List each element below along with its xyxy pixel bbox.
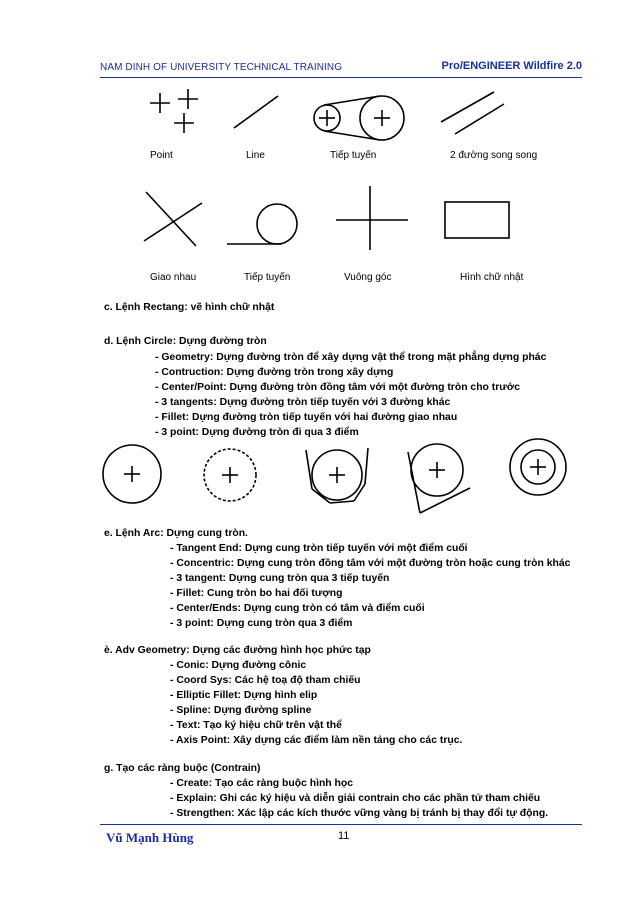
caption-point: Point xyxy=(150,150,173,161)
page-number: 11 xyxy=(338,830,350,842)
section-e-item: - Fillet: Cung tròn bo hai đối tượng xyxy=(170,588,343,599)
section-g-item: - Create: Tạo các ràng buộc hình học xyxy=(170,778,354,789)
tangent-line-figure xyxy=(227,204,297,244)
section-g-item: - Explain: Ghi các ký hiệu và diễn giải contrain cho các phần tử tham chiếu xyxy=(170,793,541,804)
section-adv-item: - Spline: Dựng đường spline xyxy=(170,705,312,716)
section-d-item: - 3 tangents: Dựng đường tròn tiếp tuyến với 3 đường khác xyxy=(155,397,451,408)
circle-construction-figure xyxy=(204,449,256,501)
caption-parallel: 2 đường song song xyxy=(450,150,538,161)
circle-geometry-figure xyxy=(103,445,161,503)
point-figure xyxy=(150,89,198,133)
section-c-title: c. Lệnh Rectang: vẽ hình chữ nhật xyxy=(104,302,275,313)
caption-tangent: Tiếp tuyến xyxy=(330,150,377,161)
section-d-item: - Fillet: Dựng đường tròn tiếp tuyến với hai đường giao nhau xyxy=(155,412,458,423)
section-adv-item: - Elliptic Fillet: Dựng hình elip xyxy=(170,690,318,701)
section-e-item: - 3 point: Dựng cung tròn qua 3 điểm xyxy=(170,618,353,629)
intersect-figure xyxy=(144,192,202,246)
section-e-item: - Center/Ends: Dựng cung tròn có tâm và điểm cuối xyxy=(170,603,425,614)
section-adv-item: - Coord Sys: Các hệ toạ độ tham chiếu xyxy=(170,675,361,686)
section-adv-item: - Axis Point: Xây dựng các điểm làm nền tảng cho các trục. xyxy=(170,735,463,746)
section-d-item: - 3 point: Dựng đường tròn đi qua 3 điểm xyxy=(155,427,359,438)
caption-perpendicular: Vuông góc xyxy=(344,272,392,283)
perpendicular-figure xyxy=(336,186,408,250)
footer-rule xyxy=(100,824,582,825)
caption-line: Line xyxy=(246,150,265,161)
line-figure xyxy=(234,96,278,128)
tangent-belt-figure xyxy=(314,96,404,140)
circle-fillet-figure xyxy=(408,444,470,513)
section-g-title: g. Tạo các ràng buộc (Contrain) xyxy=(104,763,261,774)
section-d-item: - Geometry: Dựng đường tròn để xây dựng vật thể trong mặt phẳng dựng phác xyxy=(155,352,547,363)
section-d-item: - Center/Point: Dựng đường tròn đồng tâm với một đường tròn cho trước xyxy=(155,382,520,393)
caption-tangent-line: Tiếp tuyến xyxy=(244,272,291,283)
caption-rectangle: Hình chữ nhật xyxy=(460,272,524,283)
section-e-title: e. Lệnh Arc: Dựng cung tròn. xyxy=(104,528,248,539)
section-adv-title: è. Adv Geometry: Dựng các đường hình học phức tạp xyxy=(104,645,371,656)
section-g-item: - Strengthen: Xác lập các kích thước vững vàng bị tránh bị thay đổi tự động. xyxy=(170,808,549,819)
section-adv-item: - Conic: Dựng đường cônic xyxy=(170,660,307,671)
rectangle-figure xyxy=(445,202,509,238)
header-left-text: NAM DINH OF UNIVERSITY TECHNICAL TRAINING xyxy=(100,62,343,73)
footer-author: Vũ Mạnh Hùng xyxy=(106,830,194,845)
section-d-title: d. Lệnh Circle: Dựng đường tròn xyxy=(104,336,267,347)
caption-intersect: Giao nhau xyxy=(150,272,197,283)
section-d-item: - Contruction: Dựng đường tròn trong xây dựng xyxy=(155,367,394,378)
section-adv-item: - Text: Tạo ký hiệu chữ trên vật thể xyxy=(170,720,342,731)
parallel-lines-figure xyxy=(441,92,504,134)
section-e-item: - Tangent End: Dựng cung tròn tiếp tuyến với một điểm cuối xyxy=(170,543,468,554)
circle-concentric-figure xyxy=(510,439,566,495)
section-e-item: - 3 tangent: Dựng cung tròn qua 3 tiếp tuyến xyxy=(170,573,390,584)
circle-3tangents-figure xyxy=(306,448,368,503)
header-right-text: Pro/ENGINEER Wildfire 2.0 xyxy=(441,60,582,72)
section-e-item: - Concentric: Dựng cung tròn đồng tâm với một đường tròn hoặc cung tròn khác xyxy=(170,558,571,569)
